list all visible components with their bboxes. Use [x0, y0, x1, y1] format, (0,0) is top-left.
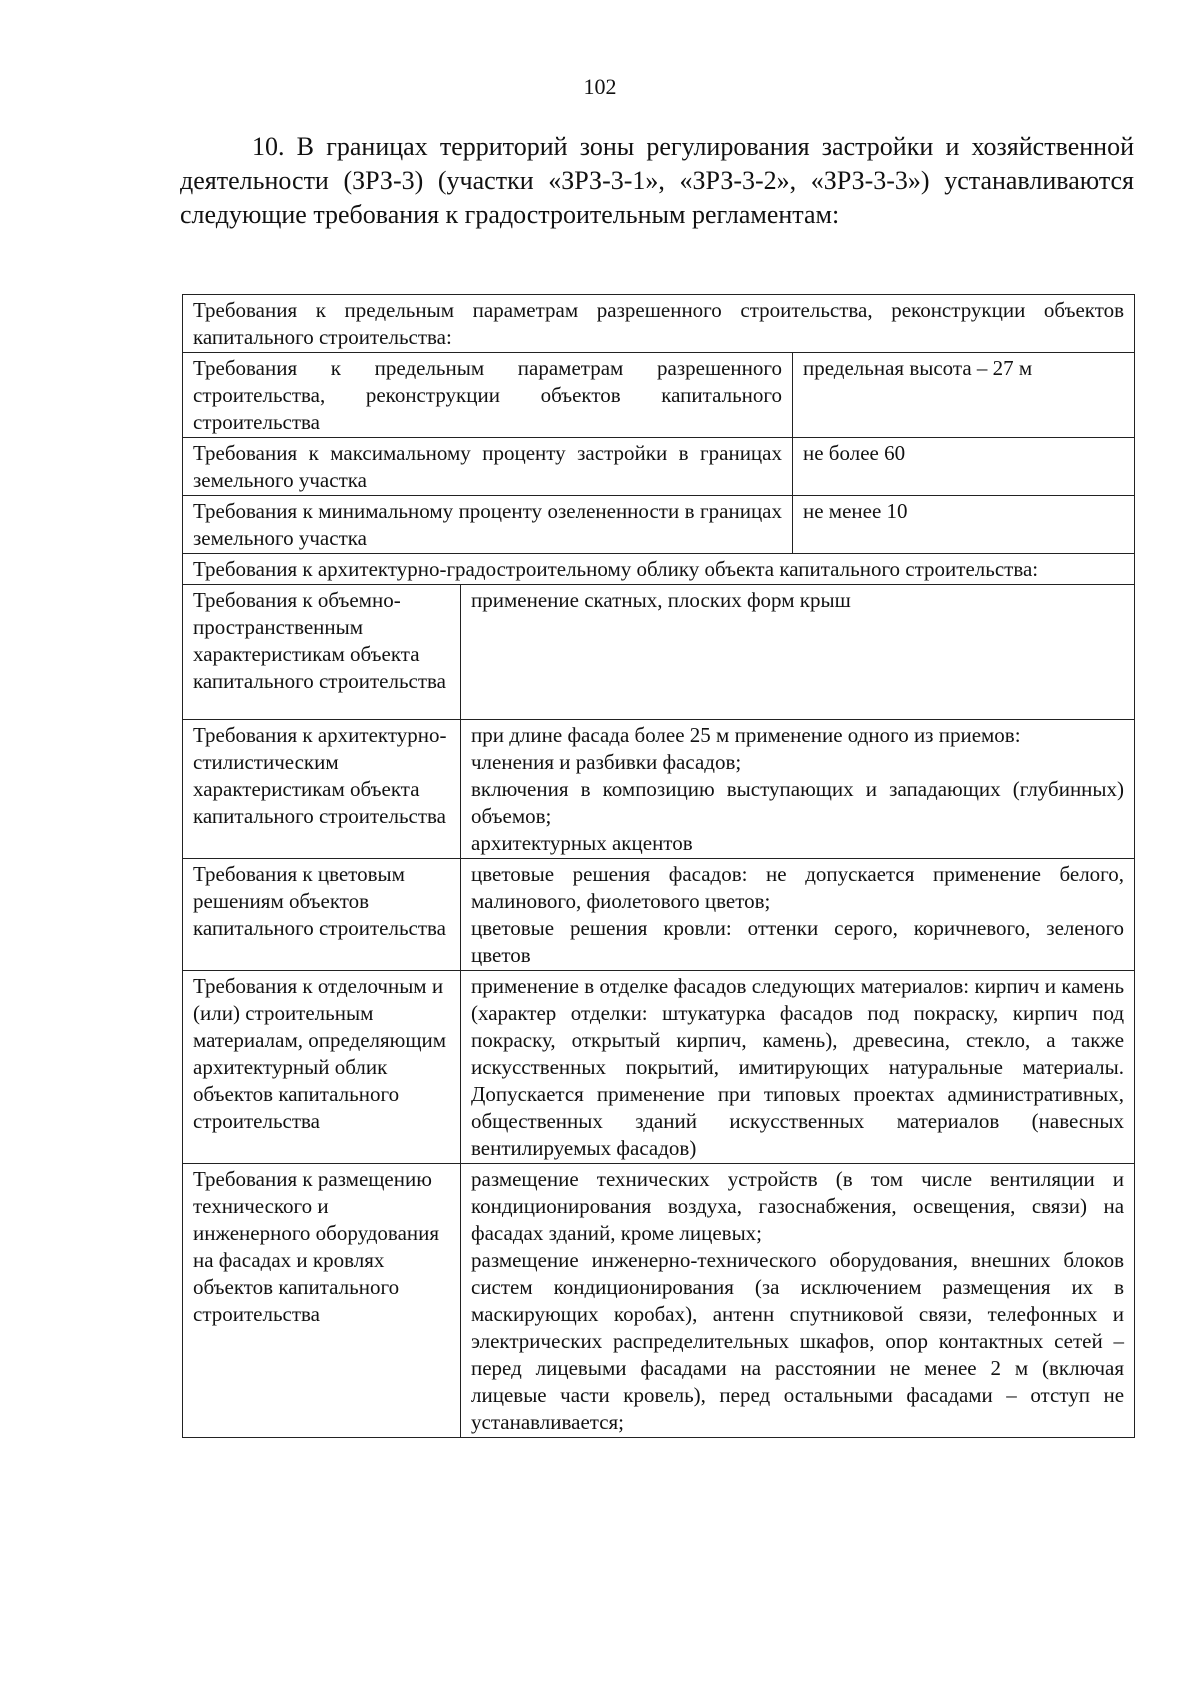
row-label: Требования к предельным параметрам разрешенного строительства, реконструкции объектов капитального строительства [183, 353, 793, 438]
row-value [461, 859, 1135, 971]
table-row [183, 353, 1135, 438]
value-paragraph: архитектурных акцентов [471, 831, 693, 855]
requirements-table [182, 294, 1135, 1438]
table-row [183, 720, 1135, 859]
value-paragraph: применение в отделке фасадов следующих материалов: кирпич и камень (характер отделки: штукатурка фасадов под покраску, кирпич под покраску, открытый кирпич, камень), древесина, стекло, а также искусственных покрытий, имитирующих натуральные материалы. Допускается применение при типовых проектах административных, общественных зданий искусственных материалов (навесных вентилируемых фасадов) [471, 974, 1125, 1160]
table-row [183, 496, 1135, 554]
table-row [183, 971, 1135, 1164]
table-row [183, 859, 1135, 971]
intro-paragraph: 10. В границах территорий зоны регулирования застройки и хозяйственной деятельности (ЗРЗ-3) (участки «ЗРЗ-3-1», «ЗРЗ-3-2», «ЗРЗ-3-3») устанавливаются следующие требования к градостроительным регламентам: [180, 132, 1134, 229]
page-number: 102 [583, 74, 617, 99]
row-label: Требования к цветовым решениям объектов капитального строительства [183, 859, 461, 971]
empty-space [471, 614, 1124, 718]
row-value [461, 971, 1135, 1164]
row-value [461, 720, 1135, 859]
value-paragraph: членения и разбивки фасадов; [471, 750, 742, 774]
value-paragraph: включения в композицию выступающих и западающих (глубинных) объемов; [471, 777, 1125, 828]
table-row [183, 438, 1135, 496]
row-value: предельная высота – 27 м [793, 353, 1135, 438]
section-header-parameters: Требования к предельным параметрам разрешенного строительства, реконструкции объектов капитального строительства: [183, 295, 1135, 353]
row-value [461, 1164, 1135, 1438]
value-paragraph: размещение технических устройств (в том числе вентиляции и кондиционирования воздуха, газоснабжения, освещения, связи) на фасадах зданий, кроме лицевых; [471, 1167, 1125, 1245]
value-paragraph: при длине фасада более 25 м применение одного из приемов: [471, 723, 1021, 747]
row-label: Требования к отделочным и (или) строительным материалам, определяющим архитектурный облик объектов капитального строительства [183, 971, 461, 1164]
row-label: Требования к минимальному проценту озелененности в границах земельного участка [183, 496, 793, 554]
row-label: Требования к объемно-пространственным характеристикам объекта капитального строительства [183, 585, 461, 720]
table-row [183, 1164, 1135, 1438]
section-header-architecture: Требования к архитектурно-градостроительному облику объекта капитального строительства: [183, 554, 1135, 585]
value-paragraph: размещение инженерно-технического оборудования, внешних блоков систем кондиционирования (за исключением размещения их в маскирующих коробах), антенн спутниковой связи, телефонных и электрических распределительных шкафов, опор контактных сетей – перед лицевыми фасадами на расстоянии не менее 2 м (включая лицевые части кровель), перед остальными фасадами – отступ не устанавливается; [471, 1248, 1125, 1434]
value-paragraph: применение скатных, плоских форм крыш [471, 588, 851, 612]
value-paragraph: цветовые решения фасадов: не допускается применение белого, малинового, фиолетового цветов; [471, 862, 1125, 913]
row-value: не менее 10 [793, 496, 1135, 554]
row-label: Требования к максимальному проценту застройки в границах земельного участка [183, 438, 793, 496]
row-value [461, 585, 1135, 720]
section-header-row [183, 554, 1135, 585]
value-paragraph: цветовые решения кровли: оттенки серого, коричневого, зеленого цветов [471, 916, 1125, 967]
table-row [183, 585, 1135, 720]
row-value: не более 60 [793, 438, 1135, 496]
row-label: Требования к размещению технического и инженерного оборудования на фасадах и кровлях объектов капитального строительства [183, 1164, 461, 1438]
row-label: Требования к архитектурно-стилистическим характеристикам объекта капитального строительства [183, 720, 461, 859]
section-header-row [183, 295, 1135, 353]
